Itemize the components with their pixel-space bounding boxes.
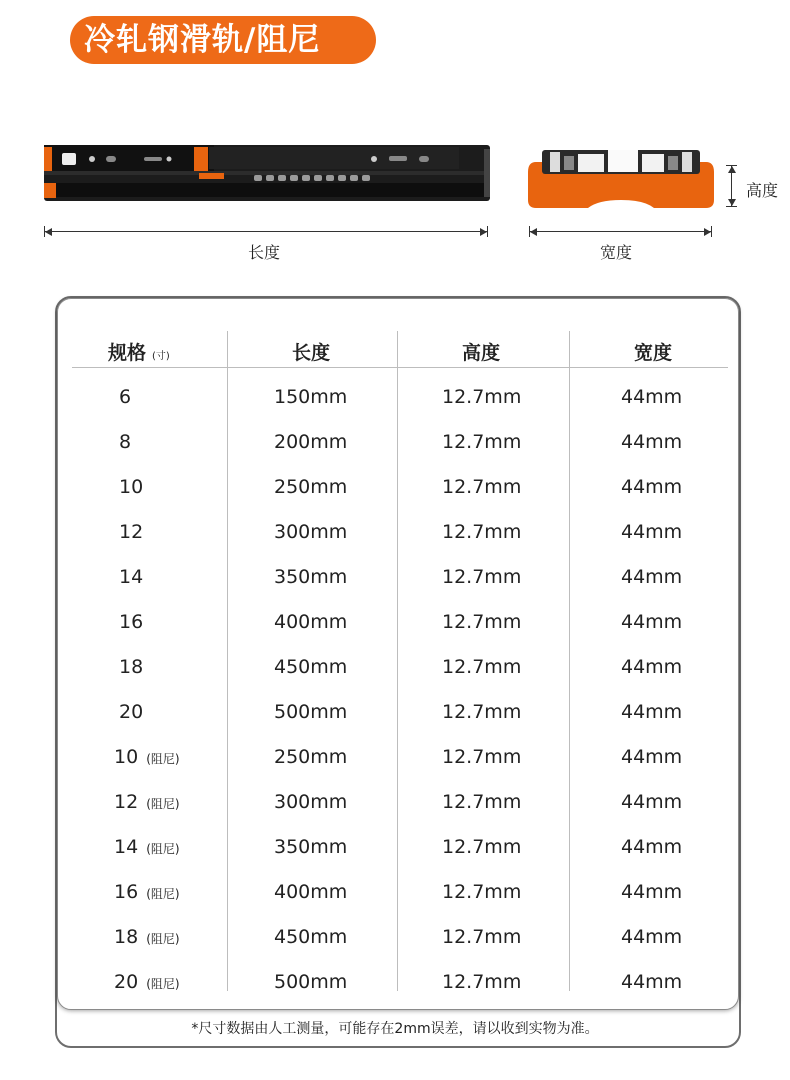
table-cell-width: 44mm (621, 386, 683, 408)
table-cell-length: 250mm (274, 746, 348, 768)
table-cell-height: 12.7mm (442, 611, 522, 633)
table-cell-height: 12.7mm (442, 476, 522, 498)
height-dimension-line (731, 165, 732, 207)
spec-value: 20 (119, 701, 144, 723)
table-cell-spec (114, 746, 180, 768)
height-label: 高度 (746, 181, 779, 200)
table-cell-length: 150mm (274, 386, 348, 408)
table-cell-height: 12.7mm (442, 521, 522, 543)
spec-note: (阻尼) (146, 887, 180, 901)
table-cell-spec (119, 611, 143, 633)
spec-value: 16 (114, 881, 139, 903)
table-cell-length: 200mm (274, 431, 348, 453)
table-cell-height: 12.7mm (442, 971, 522, 993)
spec-value: 10 (114, 746, 139, 768)
page-title: 冷轧钢滑轨/阻尼 (70, 16, 376, 64)
spec-value: 6 (119, 386, 132, 408)
table-cell-spec (114, 836, 180, 858)
footnote: *尺寸数据由人工测量，可能存在2mm误差，请以收到实物为准。 (191, 1021, 599, 1037)
spec-value: 8 (119, 431, 132, 453)
header-length: 长度 (292, 342, 331, 364)
spec-note: (阻尼) (146, 752, 180, 766)
table-cell-length: 500mm (274, 701, 348, 723)
spec-value: 14 (114, 836, 139, 858)
slide-rail-image (44, 145, 490, 201)
table-cell-width: 44mm (621, 521, 683, 543)
spec-note: (阻尼) (146, 797, 180, 811)
table-cell-width: 44mm (621, 566, 683, 588)
spec-note: (阻尼) (146, 932, 180, 946)
arrow-right-icon (480, 228, 487, 236)
spec-value: 18 (114, 926, 139, 948)
header-divider (72, 367, 728, 368)
table-cell-height: 12.7mm (442, 926, 522, 948)
column-divider (569, 331, 570, 991)
table-cell-length: 400mm (274, 611, 348, 633)
table-cell-spec (119, 701, 143, 723)
table-cell-spec (119, 431, 131, 453)
header-spec-label: 规格 (108, 342, 147, 364)
width-dimension-line (529, 231, 712, 232)
column-divider (397, 331, 398, 991)
table-cell-width: 44mm (621, 881, 683, 903)
table-cell-length: 300mm (274, 791, 348, 813)
table-cell-spec (114, 971, 180, 993)
table-cell-height: 12.7mm (442, 881, 522, 903)
spec-value: 18 (119, 656, 144, 678)
table-cell-height: 12.7mm (442, 746, 522, 768)
arrow-down-icon (728, 199, 736, 206)
arrow-up-icon (728, 166, 736, 173)
length-dimension-line (44, 231, 488, 232)
spec-value: 20 (114, 971, 139, 993)
table-cell-width: 44mm (621, 431, 683, 453)
table-cell-width: 44mm (621, 791, 683, 813)
arrow-left-icon (45, 228, 52, 236)
spec-note: (阻尼) (146, 977, 180, 991)
table-cell-spec (119, 521, 143, 543)
arrow-right-icon (704, 228, 711, 236)
column-divider (227, 331, 228, 991)
table-cell-height: 12.7mm (442, 701, 522, 723)
table-cell-height: 12.7mm (442, 386, 522, 408)
length-label: 长度 (248, 243, 281, 262)
table-cell-length: 500mm (274, 971, 348, 993)
table-cell-width: 44mm (621, 656, 683, 678)
table-cell-spec (119, 566, 143, 588)
table-cell-length: 450mm (274, 926, 348, 948)
table-cell-width: 44mm (621, 971, 683, 993)
slide-rail-end-image (528, 148, 714, 210)
table-cell-length: 350mm (274, 836, 348, 858)
table-cell-height: 12.7mm (442, 656, 522, 678)
header-width: 宽度 (634, 342, 673, 364)
spec-value: 10 (119, 476, 144, 498)
table-cell-spec (119, 386, 131, 408)
table-cell-spec (119, 656, 143, 678)
table-cell-spec (114, 791, 180, 813)
table-cell-spec (114, 881, 180, 903)
table-cell-width: 44mm (621, 926, 683, 948)
header-spec-unit: (寸) (152, 351, 170, 362)
table-cell-spec (114, 926, 180, 948)
table-cell-width: 44mm (621, 476, 683, 498)
table-cell-height: 12.7mm (442, 566, 522, 588)
table-cell-height: 12.7mm (442, 791, 522, 813)
arrow-left-icon (530, 228, 537, 236)
header-height: 高度 (462, 342, 501, 364)
table-cell-height: 12.7mm (442, 836, 522, 858)
width-label: 宽度 (600, 243, 633, 262)
spec-value: 12 (119, 521, 144, 543)
table-cell-width: 44mm (621, 836, 683, 858)
table-cell-length: 450mm (274, 656, 348, 678)
table-cell-length: 350mm (274, 566, 348, 588)
spec-value: 12 (114, 791, 139, 813)
spec-value: 14 (119, 566, 144, 588)
table-cell-length: 250mm (274, 476, 348, 498)
table-cell-width: 44mm (621, 746, 683, 768)
table-cell-length: 400mm (274, 881, 348, 903)
spec-value: 16 (119, 611, 144, 633)
table-cell-length: 300mm (274, 521, 348, 543)
header-spec (108, 338, 170, 365)
table-cell-height: 12.7mm (442, 431, 522, 453)
spec-note: (阻尼) (146, 842, 180, 856)
table-cell-width: 44mm (621, 611, 683, 633)
table-cell-width: 44mm (621, 701, 683, 723)
table-cell-spec (119, 476, 143, 498)
